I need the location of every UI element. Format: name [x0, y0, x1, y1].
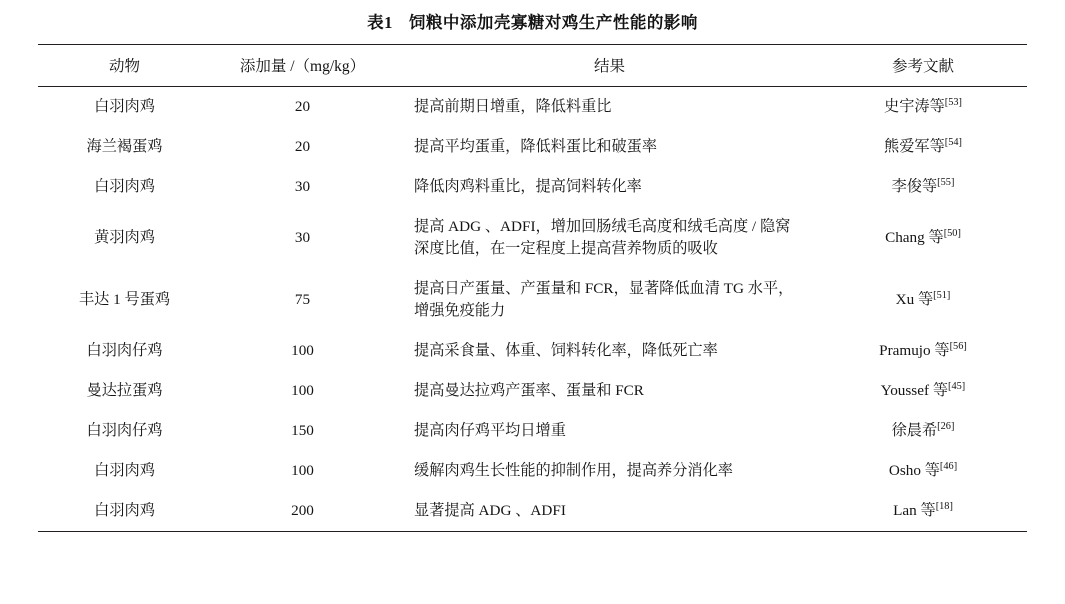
reference-superscript: [55] [937, 177, 955, 188]
cell-reference [819, 127, 1027, 167]
results-table [38, 44, 1027, 532]
cell-animal: 白羽肉仔鸡 [86, 422, 163, 440]
table-row [38, 207, 1027, 269]
table-caption [38, 0, 1027, 44]
reference-superscript: [53] [944, 96, 962, 108]
reference-superscript: [50] [943, 228, 961, 240]
reference-superscript: [18] [935, 501, 953, 513]
cell-animal: 曼达拉蛋鸡 [86, 382, 163, 400]
reference-text: Osho 等[46] [888, 461, 958, 480]
reference-text: 徐晨希[26] [891, 421, 955, 440]
cell-dose: 200 [291, 502, 314, 520]
column-header-reference: 参考文献 [891, 58, 954, 75]
cell-dose: 20 [294, 138, 311, 156]
cell-reference [819, 371, 1027, 411]
cell-reference [819, 331, 1027, 371]
cell-reference [819, 451, 1027, 491]
cell-result [394, 127, 819, 167]
table-row [38, 127, 1027, 167]
cell-reference [819, 269, 1027, 331]
table-row [38, 491, 1027, 532]
cell-dose: 75 [294, 291, 311, 309]
result-line: 显著提高 ADG 、ADFI [414, 502, 566, 520]
result-line: 提高采食量、体重、饲料转化率，降低死亡率 [414, 342, 718, 360]
result-line: 提高 ADG 、ADFI，增加回肠绒毛高度和绒毛高度 / 隐窝 [414, 218, 791, 236]
cell-reference [819, 491, 1027, 532]
result-line: 深度比值，在一定程度上提高营养物质的吸收 [414, 240, 718, 258]
result-line: 提高曼达拉鸡产蛋率、蛋量和 FCR [414, 382, 644, 400]
reference-text: 熊爱军等[54] [884, 136, 962, 156]
reference-text: Pramujo 等[56] [879, 341, 967, 360]
reference-text: Xu 等[51] [895, 290, 951, 309]
result-line: 缓解肉鸡生长性能的抑制作用，提高养分消化率 [414, 462, 733, 480]
cell-result [394, 331, 819, 371]
result-line: 提高平均蛋重，降低料蛋比和破蛋率 [414, 138, 657, 156]
cell-result [394, 371, 819, 411]
cell-animal: 白羽肉仔鸡 [86, 342, 163, 360]
reference-text: Youssef 等[45] [880, 381, 966, 400]
table-row [38, 269, 1027, 331]
table-caption-label: 表1 [367, 13, 393, 32]
reference-superscript: [26] [937, 421, 955, 433]
cell-result [394, 411, 819, 451]
table-body [38, 87, 1027, 532]
cell-reference [819, 167, 1027, 207]
table-row [38, 331, 1027, 371]
result-line: 增强免疫能力 [414, 302, 506, 320]
cell-animal: 白羽肉鸡 [94, 98, 155, 115]
table-row [38, 87, 1027, 128]
cell-dose: 100 [291, 382, 314, 400]
cell-result [394, 167, 819, 207]
table-header-row [38, 45, 1027, 87]
column-header-dose: 添加量 /（mg/kg） [239, 58, 366, 75]
result-line: 提高前期日增重，降低料重比 [414, 98, 612, 115]
reference-text: Lan 等[18] [893, 501, 953, 520]
cell-result [394, 207, 819, 269]
table-row [38, 371, 1027, 411]
reference-superscript: [56] [949, 341, 967, 353]
cell-result [394, 269, 819, 331]
cell-animal: 白羽肉鸡 [94, 462, 155, 480]
reference-superscript: [46] [939, 461, 958, 473]
table-caption-title: 饲粮中添加壳寡糖对鸡生产性能的影响 [408, 13, 698, 32]
cell-dose: 150 [291, 422, 314, 440]
result-line: 降低肉鸡料重比，提高饲料转化率 [414, 178, 642, 196]
cell-animal: 海兰褐蛋鸡 [86, 138, 163, 156]
cell-animal: 白羽肉鸡 [94, 502, 155, 520]
column-header-result: 结果 [593, 58, 625, 75]
cell-animal: 黄羽肉鸡 [94, 229, 155, 247]
cell-dose: 100 [291, 462, 314, 480]
table-row [38, 167, 1027, 207]
result-line: 提高日产蛋量、产蛋量和 FCR，显著降低血清 TG 水平， [414, 280, 794, 298]
result-line: 提高肉仔鸡平均日增重 [414, 422, 566, 440]
cell-dose: 20 [294, 98, 311, 115]
reference-superscript: [45] [948, 381, 966, 393]
column-header-animal: 动物 [108, 58, 140, 75]
cell-dose: 30 [294, 178, 311, 196]
reference-superscript: [54] [944, 136, 962, 148]
cell-result [394, 87, 819, 128]
cell-result [394, 451, 819, 491]
table-header [38, 45, 1027, 87]
cell-dose: 30 [294, 229, 311, 247]
cell-reference [819, 207, 1027, 269]
reference-text: 李俊等[55] [891, 177, 955, 196]
reference-text: Chang 等[50] [885, 228, 961, 247]
cell-dose: 100 [291, 342, 314, 360]
cell-animal: 丰达 1 号蛋鸡 [78, 291, 171, 309]
cell-reference [819, 411, 1027, 451]
table-row [38, 451, 1027, 491]
cell-reference [819, 87, 1027, 128]
table-row [38, 411, 1027, 451]
cell-animal: 白羽肉鸡 [94, 178, 155, 196]
cell-result [394, 491, 819, 532]
reference-superscript: [51] [933, 290, 951, 302]
reference-text: 史宇涛等[53] [884, 96, 962, 115]
